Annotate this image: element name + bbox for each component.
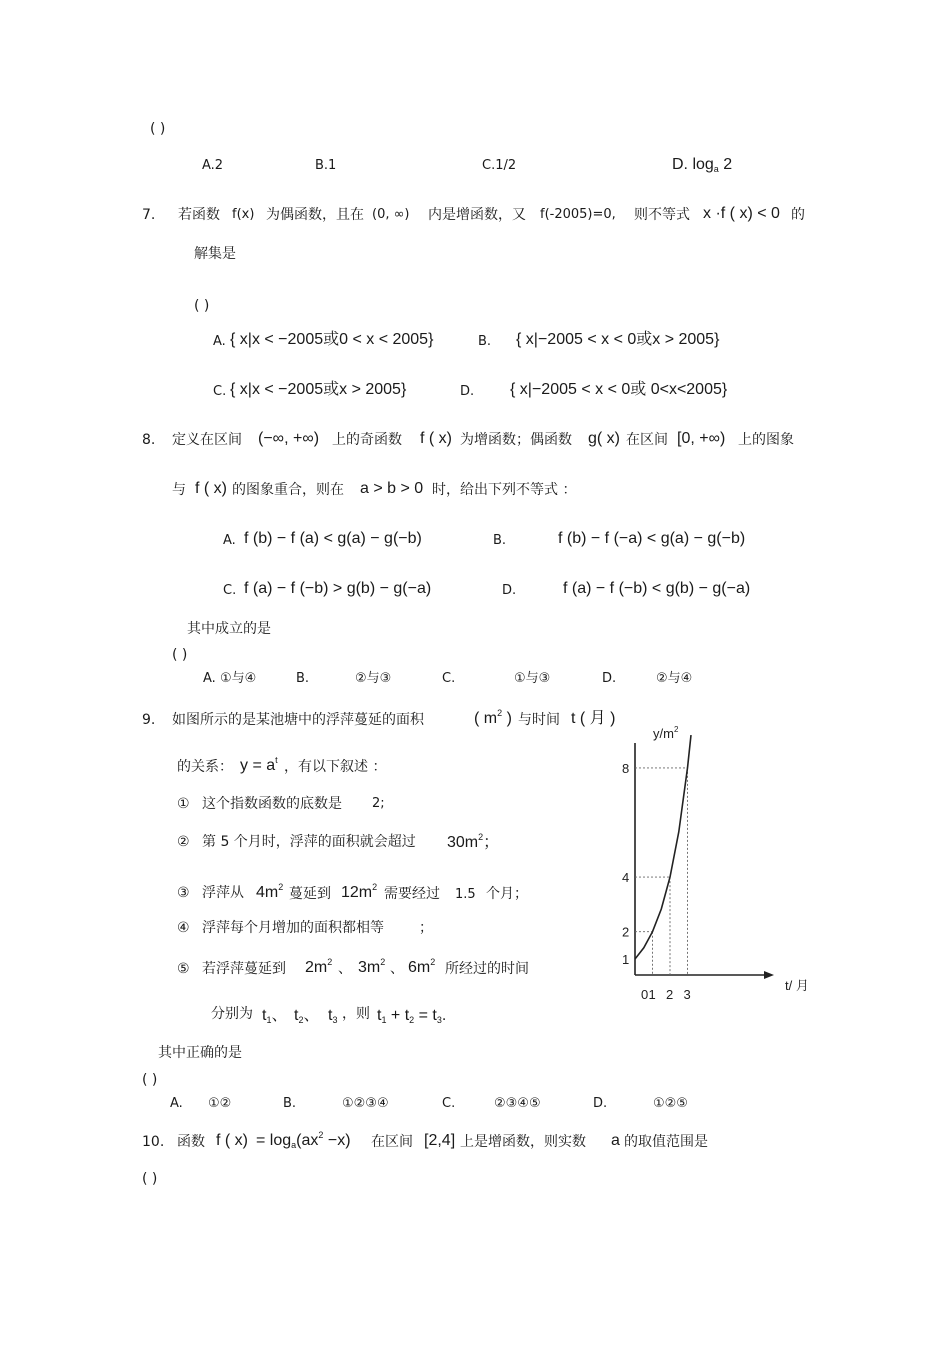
q8-answer-paren: ( ) (172, 647, 188, 663)
q8-condition: a > b > 0 (360, 480, 424, 497)
q8-f-expr: f ( x) (420, 430, 452, 447)
q9-t1: $t_1$、 (262, 1007, 288, 1025)
q9-s5-sep1: 、 (338, 961, 352, 977)
q7-stem-line2: 解集是 (194, 246, 236, 262)
growth-curve (635, 735, 691, 959)
q8-option-c: f (a) − f (−b) > g(b) − g(−a) (244, 580, 432, 597)
q9-stem-a: 如图所示的是某池塘中的浮萍蔓延的面积 (172, 712, 424, 728)
q8-interval1: (−∞, +∞) (258, 430, 320, 447)
q9-s3-d: 个月； (486, 886, 528, 902)
q10-number: 10. (142, 1134, 165, 1150)
q9-sum-equation: $t_1 + t_2 = t_3$. (377, 1007, 447, 1025)
q9-s1-value: 2; (372, 796, 385, 811)
q8-g-expr: g( x) (588, 430, 620, 447)
y-tick-label: 4 (622, 870, 630, 886)
q8-number: 8. (142, 432, 156, 448)
q8-choice-a: A. ①与④ (203, 671, 257, 686)
q9-rel-a: 的关系： (177, 759, 233, 775)
q8-line2-f: f ( x) (195, 480, 227, 497)
x-axis-label: t/ 月 (785, 978, 809, 993)
q9-number: 9. (142, 712, 156, 728)
q9-s3-c: 需要经过 (384, 886, 440, 902)
q8-stem-d: 在区间 (626, 432, 668, 448)
q9-t-unit: t ( 月 ) (571, 710, 616, 727)
q7-stem-d: 则不等式 (634, 207, 690, 223)
q9-s2-value: $30m^2$； (447, 832, 500, 851)
q9-rel-b: ，有以下叙述 ： (284, 759, 387, 775)
q8-option-c-label: C. (223, 583, 237, 598)
q9-unit: ( $m^2$ ) (474, 708, 512, 727)
q8-stem-a: 定义在区间 (172, 432, 242, 448)
q9-s5-sep2: 、 (390, 961, 404, 977)
q8-choice-d-label: D. (602, 671, 617, 686)
q10-interval: [2,4] (424, 1132, 456, 1149)
q10-stem-c: 上是增函数，则实数 (460, 1134, 586, 1150)
q7-inequality: x ·f ( x) < 0 (703, 205, 780, 222)
x-tick-label: 1 (648, 987, 656, 1002)
q7-stem-e: 的 (791, 207, 805, 223)
q9-choice-d: ①②⑤ (653, 1096, 688, 1111)
q7-option-b: { x|−2005 < x < 0或x > 2005} (516, 331, 720, 348)
q6-choice-b: B.1 (315, 158, 337, 173)
y-tick-label: 1 (622, 952, 630, 967)
q9-s5-line2-b: ，则 (342, 1006, 370, 1022)
q6-choice-c: C.1/2 (482, 158, 517, 173)
x-tick-label: 2 (666, 987, 674, 1002)
q10-f-expr: f ( x) (216, 1132, 248, 1149)
y-tick-label: 8 (622, 760, 630, 776)
q10-var: a (611, 1132, 620, 1149)
q8-stem-e: 上的图象 (738, 432, 794, 448)
q7-option-c-label: C. (213, 384, 227, 399)
q9-choice-d-label: D. (593, 1096, 608, 1111)
q8-option-d: f (a) − f (−b) < g(b) − g(−a) (563, 580, 751, 597)
q7-f-expr: f(x) (232, 207, 255, 222)
q8-option-a: f (b) − f (a) < g(a) − g(−b) (244, 530, 422, 547)
q8-option-b: f (b) − f (−a) < g(a) − g(−b) (558, 530, 746, 547)
q7-answer-paren: ( ) (194, 298, 210, 314)
x-axis-arrow (764, 971, 774, 979)
q8-line2-c: 时，给出下列不等式 ： (432, 482, 577, 498)
q9-s3-v1: $4m^2$ (256, 882, 284, 901)
q9-s1-text: 这个指数函数的底数是 (202, 796, 342, 812)
q9-s4-end: ； (419, 920, 433, 936)
q9-s1-num: ① (177, 796, 190, 812)
q7-option-b-label: B. (478, 334, 492, 349)
q8-conclusion: 其中成立的是 (187, 621, 271, 637)
q7-stem-b: 为偶函数，且在 (266, 207, 364, 223)
q9-s3-b: 蔓延到 (289, 886, 331, 902)
q9-s2-num: ② (177, 834, 190, 850)
growth-chart (600, 705, 830, 1015)
q8-interval2: [0, +∞) (677, 430, 726, 447)
q7-option-a-label: A. (213, 334, 226, 349)
q9-choice-c: ②③④⑤ (494, 1096, 541, 1111)
q9-choice-c-label: C. (442, 1096, 456, 1111)
q9-s5-num: ⑤ (177, 961, 190, 977)
q8-option-d-label: D. (502, 583, 517, 598)
q9-answer-paren: ( ) (142, 1072, 158, 1088)
q8-option-b-label: B. (493, 533, 507, 548)
q8-choice-c: ①与③ (514, 671, 551, 686)
q9-s5-a: 若浮萍蔓延到 (202, 961, 286, 977)
q7-interval: (0, ∞) (372, 207, 410, 222)
q8-choice-b-label: B. (296, 671, 310, 686)
q8-stem-c: 为增函数；偶函数 (460, 432, 572, 448)
q9-s2-text: 第 5 个月时，浮萍的面积就会超过 (202, 834, 416, 850)
q9-t3: $t_3$ (328, 1007, 338, 1025)
q9-s5-line2-a: 分别为 (211, 1006, 253, 1022)
q8-choice-d: ②与④ (656, 671, 693, 686)
q7-option-d: { x|−2005 < x < 0或 0<x<2005} (510, 381, 728, 398)
q9-conclusion: 其中正确的是 (158, 1045, 242, 1061)
q10-formula: = $\log_a(ax^2 -x)$ (256, 1130, 351, 1150)
q10-answer-paren: ( ) (142, 1171, 158, 1187)
q9-s5-v2: $3m^2$ (358, 957, 386, 976)
q9-choice-b-label: B. (283, 1096, 297, 1111)
q6-answer-paren: ( ) (150, 121, 166, 137)
q10-stem-b: 在区间 (371, 1134, 413, 1150)
q9-t2: $t_2$、 (294, 1007, 320, 1025)
q9-choice-a-label: A. (170, 1096, 183, 1111)
q7-stem-c: 内是增函数，又 (428, 207, 526, 223)
q7-option-a: { x|x < −2005或0 < x < 2005} (230, 331, 434, 348)
q9-rel-formula: $y = a^t$ (240, 755, 278, 774)
q6-choice-a: A.2 (202, 158, 224, 173)
q8-choice-c-label: C. (442, 671, 456, 686)
q8-line2-b: 的图象重合，则在 (232, 482, 344, 498)
q8-choice-b: ②与③ (355, 671, 392, 686)
x-tick-label: 3 (683, 987, 691, 1002)
q9-s3-v2: $12m^2$ (341, 882, 378, 901)
q9-s3-v3: 1.5 (455, 887, 476, 902)
q9-s5-v1: $2m^2$ (305, 957, 333, 976)
q7-stem-a: 若函数 (178, 207, 220, 223)
q9-s5-b: 所经过的时间 (445, 961, 529, 977)
q9-s3-num: ③ (177, 885, 190, 901)
q10-stem-d: 的取值范围是 (624, 1134, 708, 1150)
q8-stem-b: 上的奇函数 (332, 432, 402, 448)
q7-condition: f(-2005)=0, (540, 207, 616, 222)
q6-choice-d: D. $\log_a 2$ (672, 156, 733, 174)
q9-s3-a: 浮萍从 (202, 885, 244, 901)
q10-stem-a: 函数 (177, 1134, 205, 1150)
q9-s4-num: ④ (177, 920, 190, 936)
q7-number: 7. (142, 207, 156, 223)
q9-s4-text: 浮萍每个月增加的面积都相等 (202, 920, 384, 936)
q8-option-a-label: A. (223, 533, 236, 548)
q9-choice-a: ①② (208, 1096, 232, 1111)
q7-option-d-label: D. (460, 384, 475, 399)
y-tick-label: 2 (622, 924, 630, 940)
y-axis-label: $y/m^2$ (653, 725, 679, 741)
q7-option-c: { x|x < −2005或x > 2005} (230, 381, 407, 398)
x-tick-label: 0 (641, 987, 649, 1002)
q9-stem-b: 与时间 (518, 712, 560, 728)
q9-choice-b: ①②③④ (342, 1096, 389, 1111)
q8-line2-a: 与 (172, 482, 186, 498)
q9-s5-v3: $6m^2$ (408, 957, 436, 976)
